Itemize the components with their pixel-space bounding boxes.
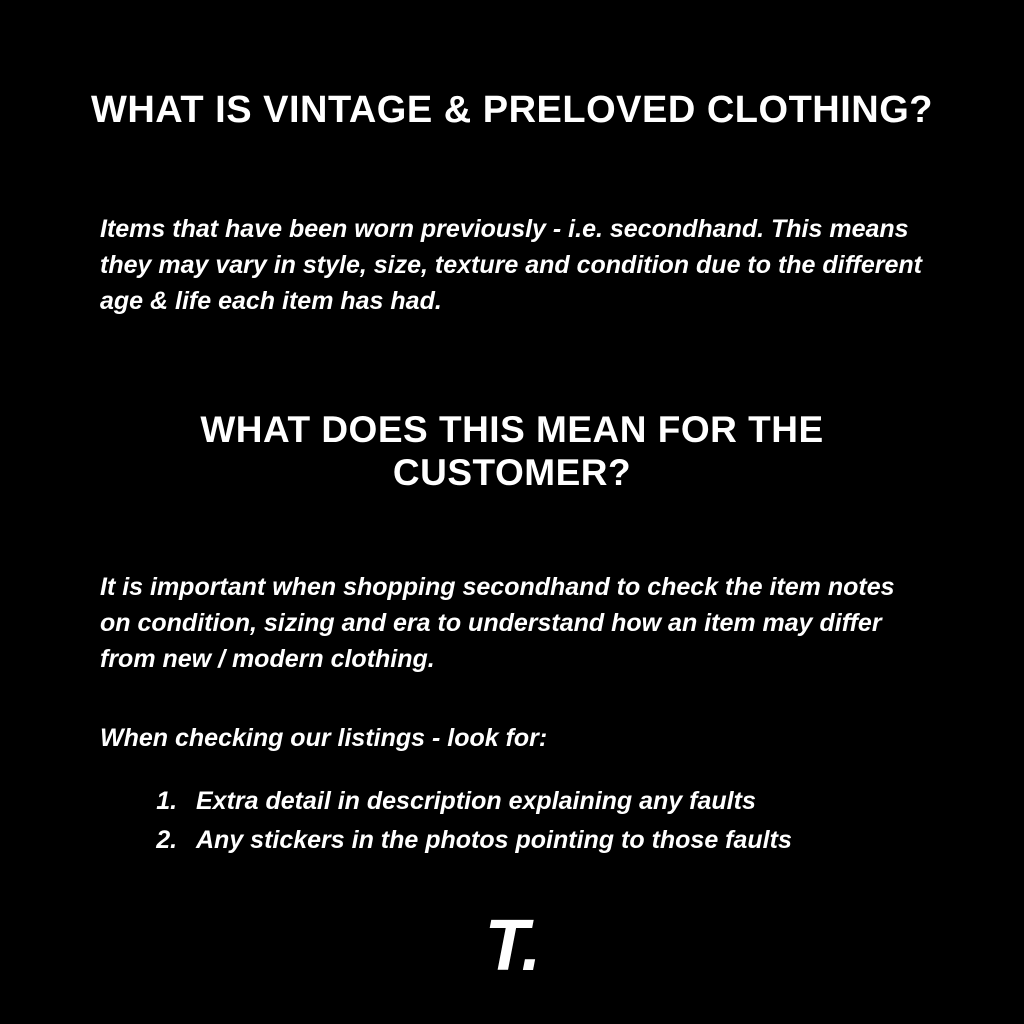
brand-logo [0, 906, 1024, 986]
heading-what-does-this-mean: WHAT DOES THIS MEAN FOR THE CUSTOMER? [200, 408, 824, 494]
paragraph-block-definition [72, 211, 952, 320]
paragraph-definition: Items that have been worn previously - i.e. secondhand. This means they may vary in style, size, texture and condition due to the different age & life each item has had. [100, 214, 922, 316]
paragraph-block-importance [72, 569, 952, 678]
paragraph-importance: It is important when shopping secondhand to check the item notes on condition, sizing and era to understand how an item may differ from new / modern clothing. [100, 572, 895, 674]
heading-what-is-vintage: WHAT IS VINTAGE & PRELOVED CLOTHING? [90, 89, 934, 131]
list-item: 2. Any stickers in the photos pointing to those faults [184, 821, 928, 860]
paragraph-block-checklist-intro [72, 720, 952, 860]
checklist [100, 782, 928, 860]
paragraph-checklist-intro: When checking our listings - look for: [100, 723, 548, 752]
logo-t-icon: T. [484, 906, 540, 986]
heading-block-customer [72, 408, 952, 495]
list-item: 1. Extra detail in description explaining any faults [184, 782, 928, 821]
